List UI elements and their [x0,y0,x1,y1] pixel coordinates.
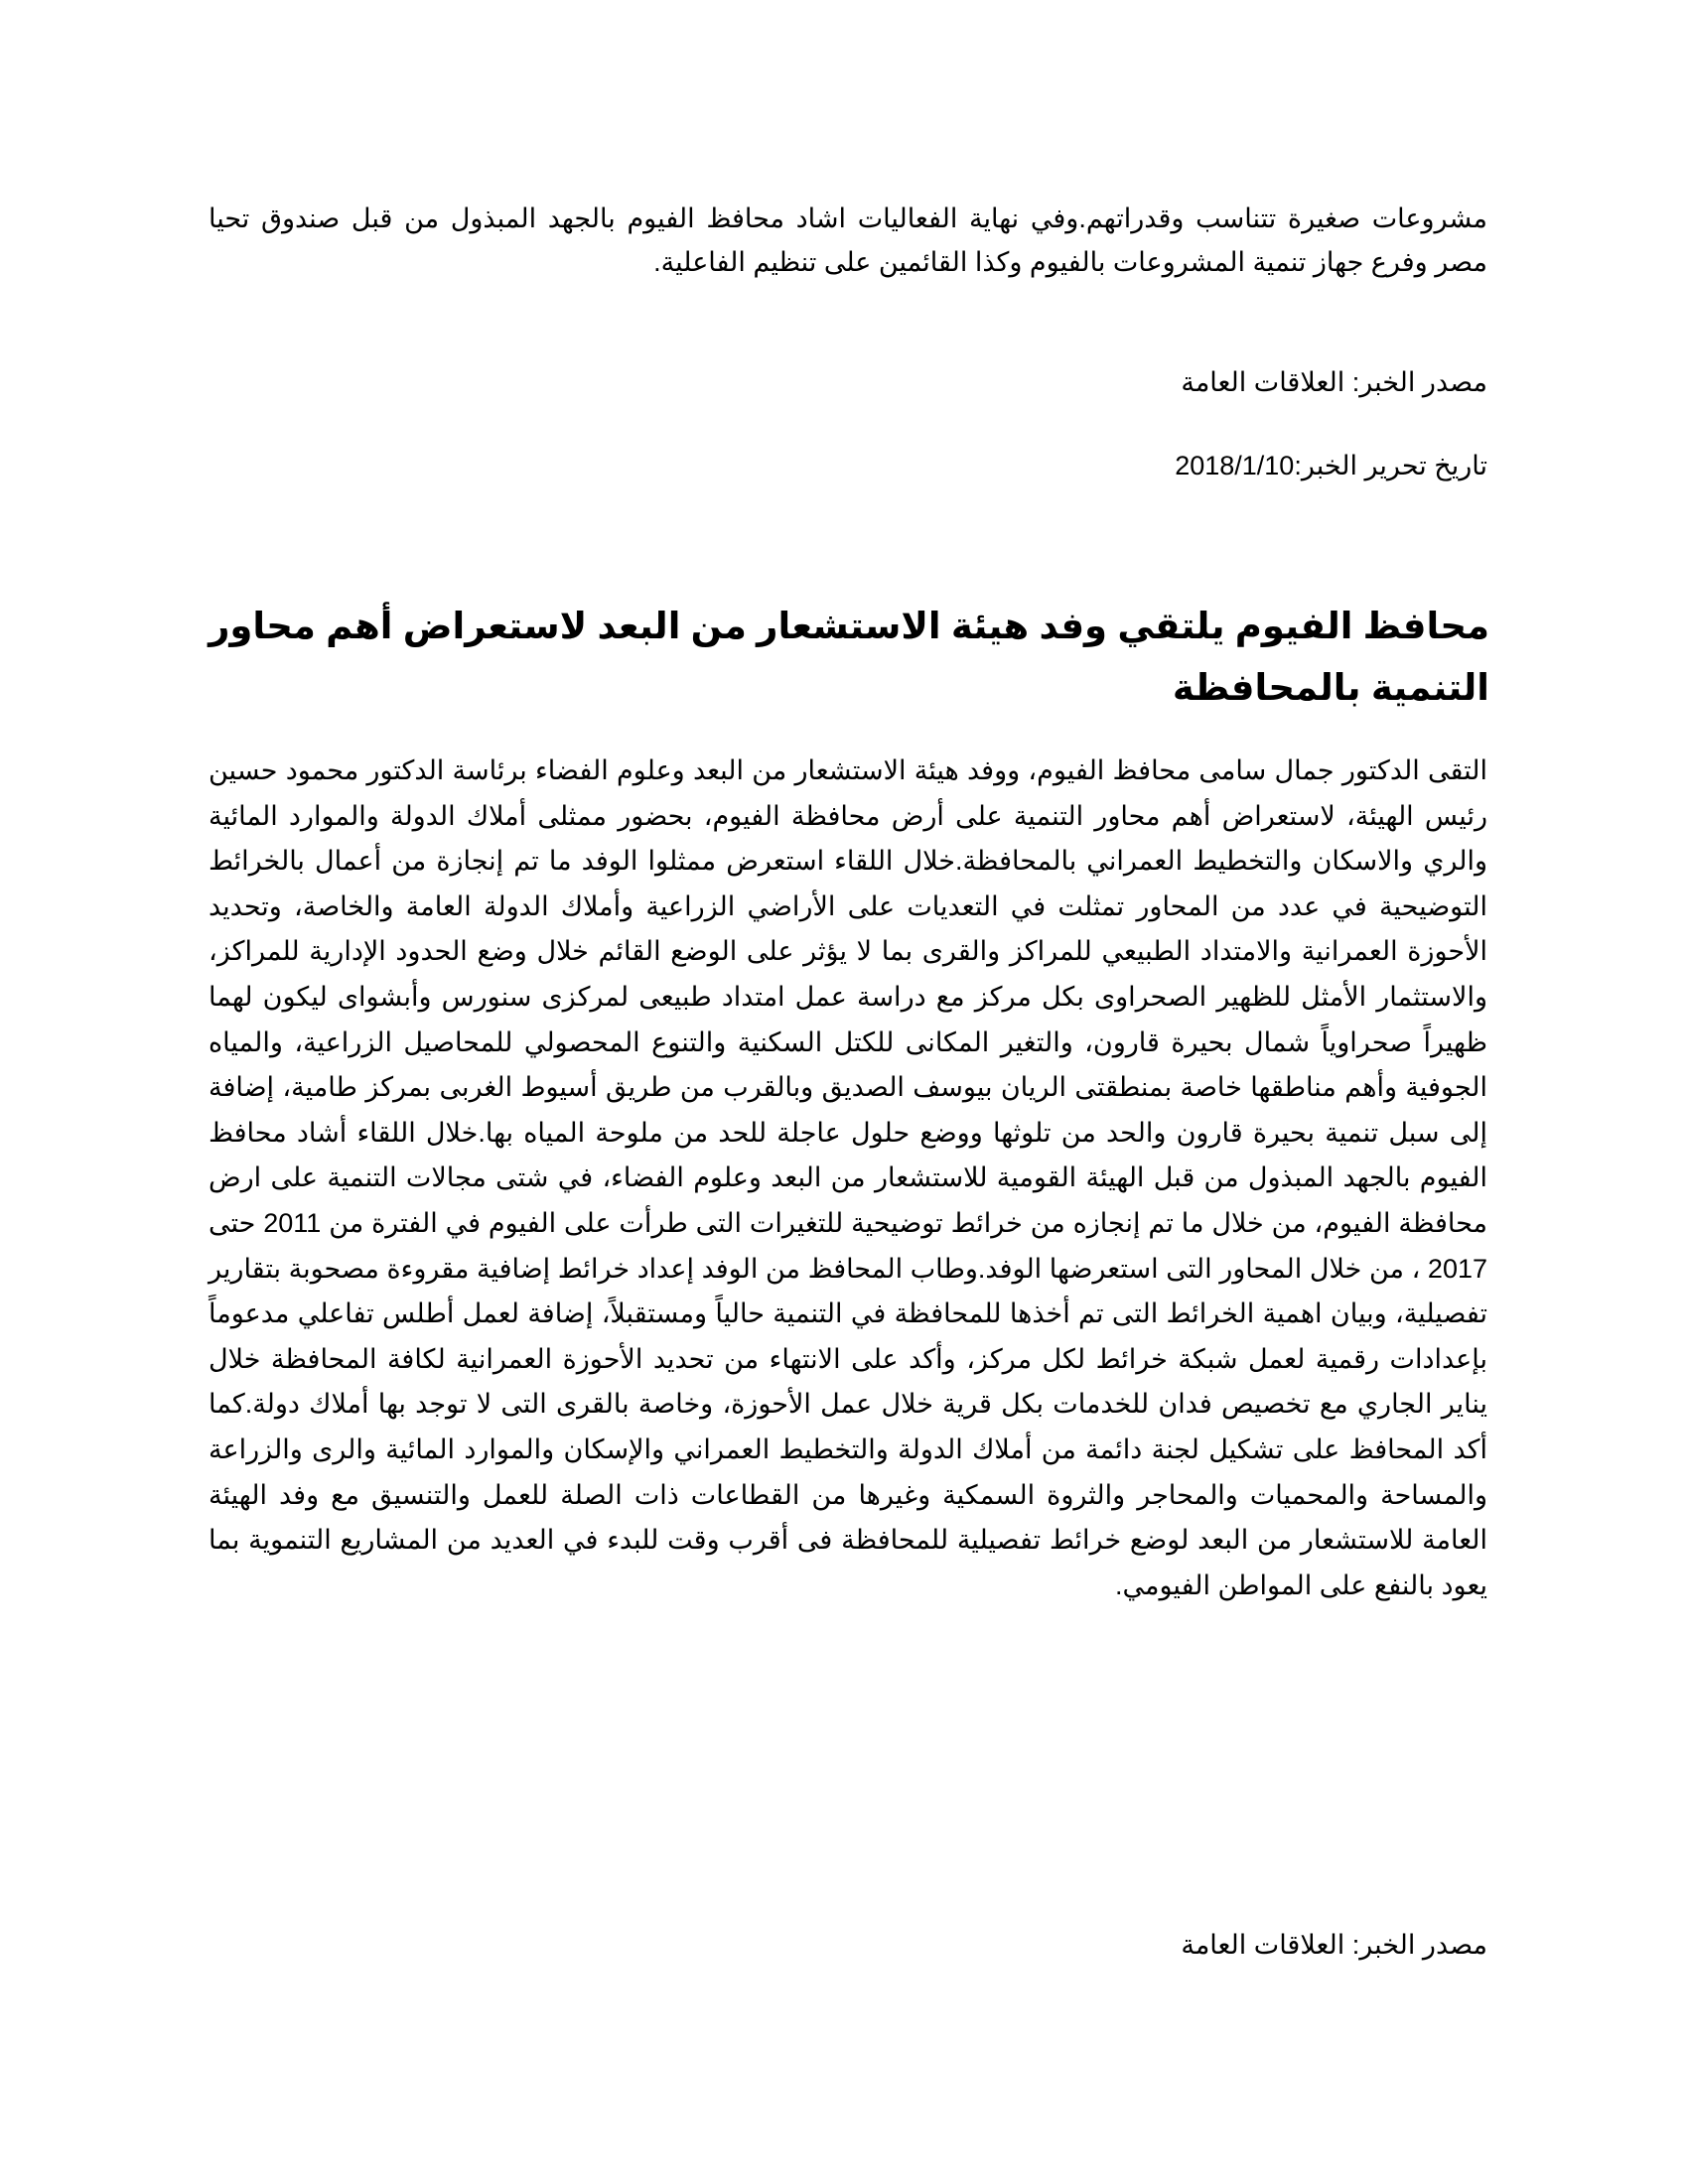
news-date-line: تاريخ تحرير الخبر:2018/1/10 [1175,451,1487,480]
news-source-line: مصدر الخبر: العلاقات العامة [1181,367,1487,397]
article-body: التقى الدكتور جمال سامى محافظ الفيوم، ووفد هيئة الاستشعار من البعد وعلوم الفضاء برئاسة الدكتور محمود حسين رئيس الهيئة، لاستعراض أهم محاور التنمية على أرض محافظة الفيوم، بحضور ممثلى أملاك الدولة والموارد المائية والري والاسكان والتخطيط العمراني بالمحافظة.خلال اللقاء استعرض ممثلوا الوفد ما تم إنجازة من أعمال بالخرائط التوضيحية في عدد من المحاور تمثلت في التعديات على الأراضي الزراعية وأملاك الدولة العامة والخاصة، وتحديد الأحوزة العمرانية والامتداد الطبيعي للمراكز والقرى بما لا يؤثر على الوضع القائم خلال وضع الحدود الإدارية للمراكز، والاستثمار الأمثل للظهير الصحراوى بكل مركز مع دراسة عمل امتداد طبيعى لمركزى سنورس وأبشواى ليكون لهما ظهيراً صحراوياً شمال بحيرة قارون، والتغير المكانى للكتل السكنية والتنوع المحصولي للمحاصيل الزراعية، والمياه الجوفية وأهم مناطقها خاصة بمنطقتى الريان بيوسف الصديق وبالقرب من طريق أسيوط الغربى بمركز طامية، إضافة إلى سبل تنمية بحيرة قارون والحد من تلوثها ووضع حلول عاجلة للحد من ملوحة المياه بها.خلال اللقاء أشاد محافظ الفيوم بالجهد المبذول من قبل الهيئة القومية للاستشعار من البعد وعلوم الفضاء، في شتى مجالات التنمية على ارض محافظة الفيوم، من خلال ما تم إنجازه من خرائط توضيحية للتغيرات التى طرأت على الفيوم في الفترة من 2011 حتى 2017 ، من خلال المحاور التى استعرضها الوفد.وطاب المحافظ من الوفد إعداد خرائط إضافية مقروءة مصحوبة بتقارير تفصيلية، وبيان اهمية الخرائط التى تم أخذها للمحافظة في التنمية حالياً ومستقبلاً، إضافة لعمل أطلس تفاعلي مدعوماً بإعدادات رقمية لعمل شبكة خرائط لكل مركز، وأكد على الانتهاء من تحديد الأحوزة العمرانية لكافة المحافظة خلال يناير الجاري مع تخصيص فدان للخدمات بكل قرية خلال عمل الأحوزة، وخاصة بالقرى التى لا توجد بها أملاك دولة.كما أكد المحافظ على تشكيل لجنة دائمة من أملاك الدولة والتخطيط العمراني والإسكان والموارد المائية والرى والزراعة والمساحة والمحميات والمحاجر والثروة السمكية وغيرها من القطاعات ذات الصلة للعمل والتنسيق مع وفد الهيئة العامة للاستشعار من البعد لوضع خرائط تفصيلية للمحافظة فى أقرب وقت للبدء في العديد من المشاريع التنموية بما يعود بالنفع على المواطن الفيومي. [209,755,1488,1600]
intro-paragraph: مشروعات صغيرة تتناسب وقدراتهم.وفي نهاية الفعاليات اشاد محافظ الفيوم بالجهد المبذول من قبل صندوق تحيا مصر وفرع جهاز تنمية المشروعات بالفيوم وكذا القائمين على تنظيم الفاعلية. [209,204,1487,277]
article-source-line: مصدر الخبر: العلاقات العامة [1181,1930,1487,1960]
article-title: محافظ الفيوم يلتقي وفد هيئة الاستشعار من البعد لاستعراض أهم محاور التنمية بالمحافظة [209,606,1489,708]
